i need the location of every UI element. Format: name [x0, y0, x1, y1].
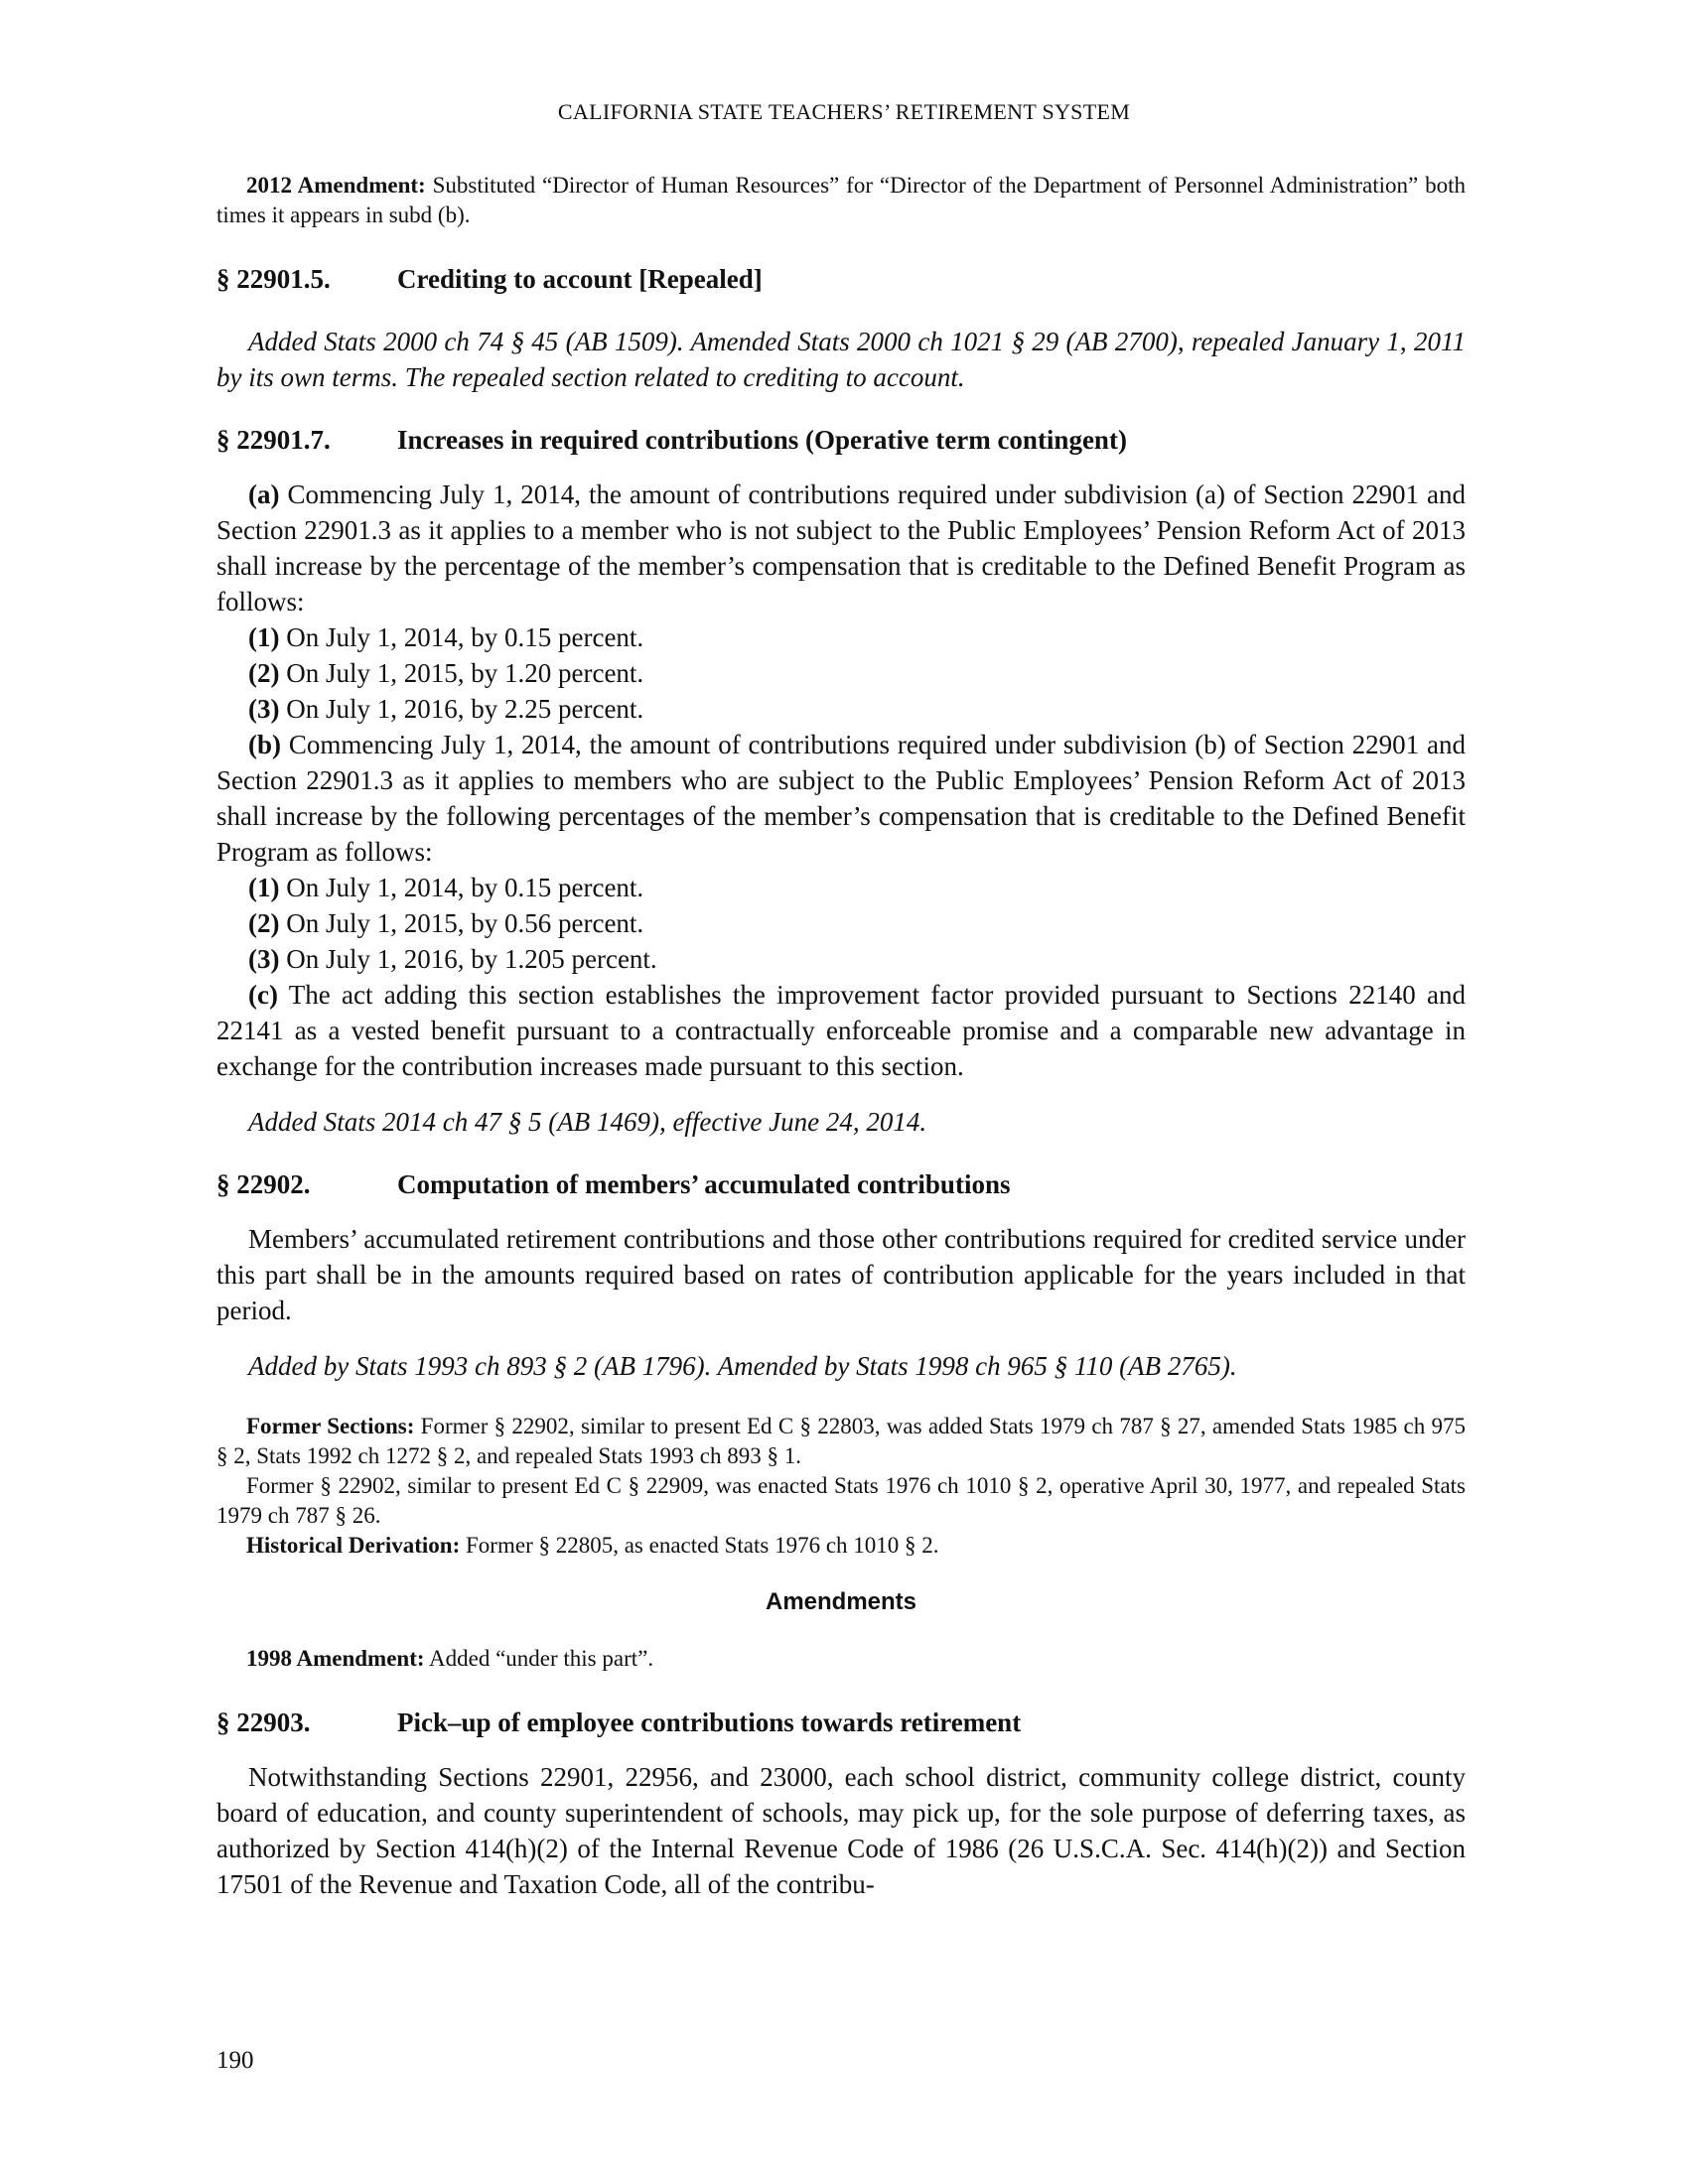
amendment-label: 1998 Amendment: [246, 1646, 425, 1671]
subdivision-label: (a) [248, 479, 280, 509]
amendment-note-1998 [216, 1644, 1466, 1674]
amendment-text: Substituted “Director of Human Resources” for “Director of the Department of Personnel Administration” both times it appears in subd (b). [216, 173, 1466, 227]
former-sections-note-2: Former § 22902, similar to present Ed C § 22909, was enacted Stats 1976 ch 1010 § 2, operative April 30, 1977, and repealed Stats 1979 ch 787 § 26. [216, 1473, 1466, 1528]
former-sections-note [216, 1412, 1466, 1471]
paragraph-b-3 [216, 941, 1466, 977]
paragraph-b-1 [216, 870, 1466, 905]
page-content [216, 171, 1466, 1902]
section-body: Members’ accumulated retirement contributions and those other contributions required for credited service under this part shall be in the amounts required based on rates of contribution applicable for the years included in that period. [216, 1224, 1466, 1325]
section-history: Added by Stats 1993 ch 893 § 2 (AB 1796). Amended by Stats 1998 ch 965 § 110 (AB 2765). [248, 1351, 1237, 1381]
section-title: Pick–up of employee contributions towards retirement [397, 1707, 1022, 1737]
subdivision-label: (c) [248, 980, 278, 1010]
section-history: Added Stats 2000 ch 74 § 45 (AB 1509). Amended Stats 2000 ch 1021 § 29 (AB 2700), repealed January 1, 2011 by its own terms. The repealed section related to crediting to account. [216, 327, 1466, 392]
section-heading-22901-5 [216, 262, 1466, 296]
subdivision-b [216, 727, 1466, 870]
subdivision-c [216, 977, 1466, 1084]
paragraph-label: (2) [248, 908, 280, 938]
paragraph-text: On July 1, 2014, by 0.15 percent. [279, 873, 644, 902]
note-text: Former § 22902, similar to present Ed C § 22803, was added Stats 1979 ch 787 § 27, amended Stats 1985 ch 975 § 2, Stats 1992 ch 1272 § 2, and repealed Stats 1993 ch 893 § 1. [216, 1414, 1467, 1468]
subdivision-text: Commencing July 1, 2014, the amount of contributions required under subdivision (b) of Section 22901 and Section 22901.3 as it applies to members who are subject to the Public Employees’ Pension Reform Act of 2013 shall increase by the following percentages of the member’s compensation that is creditable to the Defined Benefit Program as follows: [216, 730, 1466, 867]
section-number: § 22901.7. [216, 425, 331, 455]
note-text: Former § 22805, as enacted Stats 1976 ch 1010 § 2. [460, 1533, 939, 1558]
section-heading-22901-7 [216, 423, 1466, 457]
paragraph-label: (3) [248, 694, 280, 724]
section-title: Crediting to account [Repealed] [397, 264, 763, 294]
paragraph-label: (3) [248, 944, 280, 974]
paragraph-a-2 [216, 655, 1466, 691]
amendment-label: 2012 Amendment: [246, 173, 426, 198]
amendments-heading: Amendments [765, 1588, 917, 1615]
paragraph-text: On July 1, 2016, by 2.25 percent. [279, 694, 644, 724]
paragraph-text: On July 1, 2016, by 1.205 percent. [279, 944, 657, 974]
subdivision-label: (b) [248, 730, 281, 759]
section-title: Increases in required contributions (Operative term contingent) [397, 425, 1127, 455]
note-label: Former Sections: [246, 1414, 415, 1438]
section-history: Added Stats 2014 ch 47 § 5 (AB 1469), effective June 24, 2014. [248, 1107, 927, 1137]
running-header: CALIFORNIA STATE TEACHERS’ RETIREMENT SYSTEM [557, 99, 1131, 124]
paragraph-text: On July 1, 2015, by 1.20 percent. [279, 658, 644, 688]
section-heading-22903 [216, 1706, 1466, 1739]
section-number: § 22901.5. [216, 264, 331, 294]
paragraph-text: On July 1, 2015, by 0.56 percent. [279, 908, 644, 938]
section-number: § 22902. [216, 1169, 311, 1199]
paragraph-label: (1) [248, 873, 280, 902]
section-heading-22902 [216, 1167, 1466, 1201]
section-body: Notwithstanding Sections 22901, 22956, and 23000, each school district, community college district, county board of education, and county superintendent of schools, may pick up, for the sole purpose of deferring taxes, as authorized by Section 414(h)(2) of the Internal Revenue Code of 1986 (26 U.S.C.A. Sec. 414(h)(2)) and Section 17501 of the Revenue and Taxation Code, all of the contribu- [216, 1762, 1466, 1899]
page-number: 190 [216, 2047, 254, 2074]
subdivision-text: The act adding this section establishes the improvement factor provided pursuant to Sections 22140 and 22141 as a vested benefit pursuant to a contractually enforceable promise and a comparable new advantage in exchange for the contribution increases made pursuant to this section. [216, 980, 1466, 1081]
amendment-text: Added “under this part”. [424, 1646, 654, 1671]
amendment-note-2012 [216, 171, 1466, 230]
paragraph-b-2 [216, 905, 1466, 941]
section-number: § 22903. [216, 1707, 311, 1737]
section-title: Computation of members’ accumulated contributions [397, 1169, 1011, 1199]
subdivision-a [216, 477, 1466, 619]
paragraph-a-3 [216, 691, 1466, 727]
paragraph-label: (2) [248, 658, 280, 688]
paragraph-a-1 [216, 619, 1466, 655]
paragraph-label: (1) [248, 622, 280, 652]
historical-derivation-note [216, 1531, 1466, 1561]
note-label: Historical Derivation: [246, 1533, 461, 1558]
paragraph-text: On July 1, 2014, by 0.15 percent. [279, 622, 644, 652]
subdivision-text: Commencing July 1, 2014, the amount of contributions required under subdivision (a) of Section 22901 and Section 22901.3 as it applies to a member who is not subject to the Public Employees’ Pension Reform Act of 2013 shall increase by the percentage of the member’s compensation that is creditable to the Defined Benefit Program as follows: [216, 479, 1466, 616]
